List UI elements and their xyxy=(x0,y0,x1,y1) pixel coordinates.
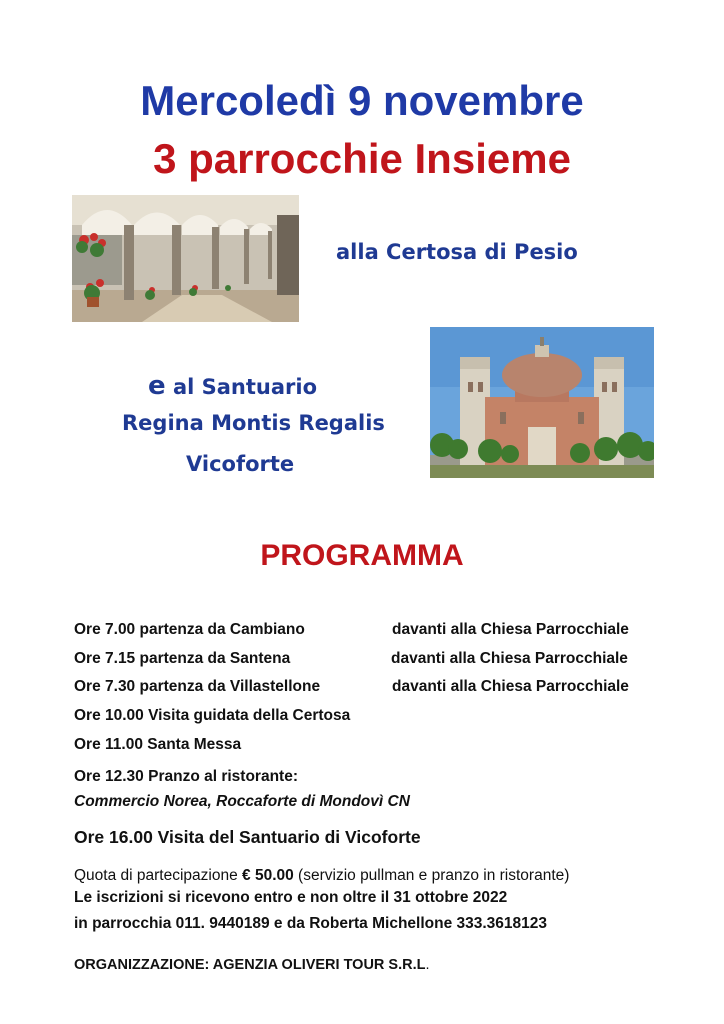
fee-amount: € 50.00 xyxy=(242,867,294,884)
fee-note: (servizio pullman e pranzo in ristorante) xyxy=(293,867,570,884)
organization-text: ORGANIZZAZIONE: AGENZIA OLIVERI TOUR S.R.L xyxy=(74,957,426,973)
departure-location-villastellone: davanti alla Chiesa Parrocchiale xyxy=(392,678,629,695)
fee-label: Quota di partecipazione xyxy=(74,867,243,884)
departure-location-cambiano: davanti alla Chiesa Parrocchiale xyxy=(392,621,629,638)
destination-santuario-line1 xyxy=(148,371,317,401)
departure-line-villastellone: Ore 7.30 partenza da Villastellone xyxy=(74,678,321,695)
destination-santuario-line3: Vicoforte xyxy=(186,452,295,476)
departure-line-cambiano: Ore 7.00 partenza da Cambiano xyxy=(74,621,305,638)
santuario-basilica-photo xyxy=(430,327,654,478)
program-item-visita-certosa: Ore 10.00 Visita guidata della Certosa xyxy=(74,707,351,724)
fee-line xyxy=(74,866,569,886)
destination-santuario-rest: al Santuario xyxy=(165,375,318,399)
certosa-cloister-photo xyxy=(72,195,299,322)
restaurant-name: Commercio Norea, Roccaforte di Mondovì CN xyxy=(74,793,410,810)
destination-santuario-line2: Regina Montis Regalis xyxy=(122,411,385,435)
program-item-visita-santuario: Ore 16.00 Visita del Santuario di Vicoforte xyxy=(74,827,421,847)
programma-heading: PROGRAMMA xyxy=(260,539,464,572)
registration-deadline: Le iscrizioni si ricevono entro e non oltre il 31 ottobre 2022 xyxy=(74,889,508,906)
destination-santuario-e: e xyxy=(148,371,166,401)
departure-location-santena: davanti alla Chiesa Parrocchiale xyxy=(391,650,628,667)
title-date: Mercoledì 9 novembre xyxy=(140,77,584,124)
destination-certosa: alla Certosa di Pesio xyxy=(336,240,578,264)
title-event: 3 parrocchie Insieme xyxy=(153,135,571,182)
organization-line xyxy=(74,955,430,975)
organization-period: . xyxy=(425,957,430,973)
program-item-pranzo: Ore 12.30 Pranzo al ristorante: xyxy=(74,768,298,785)
departure-line-santena: Ore 7.15 partenza da Santena xyxy=(74,650,291,667)
contacts-line: in parrocchia 011. 9440189 e da Roberta Michellone 333.3618123 xyxy=(74,915,548,932)
program-item-santa-messa: Ore 11.00 Santa Messa xyxy=(74,736,242,753)
